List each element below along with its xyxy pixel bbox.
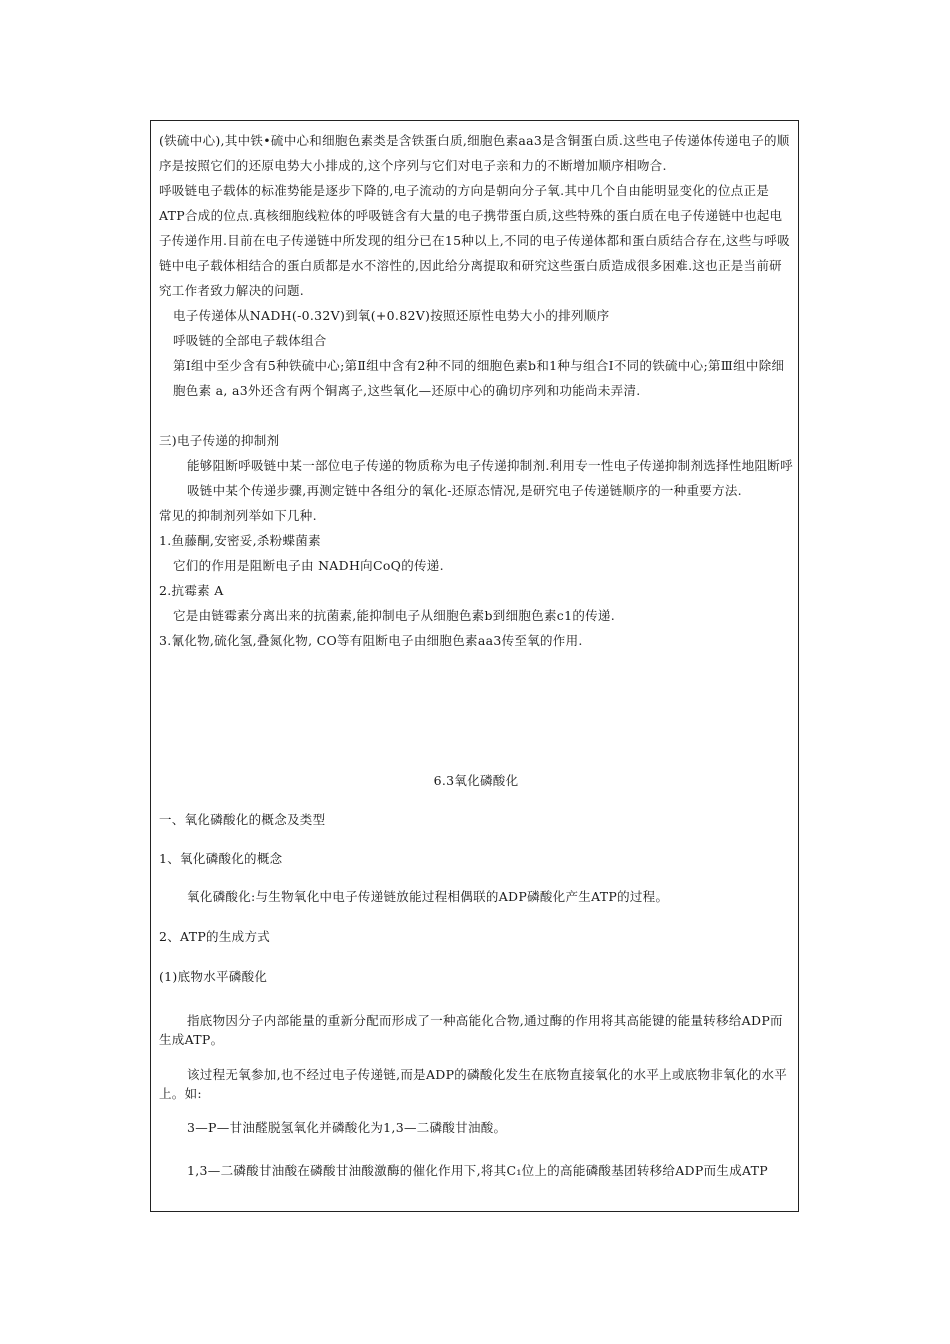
heading: 三)电子传递的抑制剂 [159, 433, 280, 448]
paragraph: 指底物因分子内部能量的重新分配而形成了一种高能化合物,通过酶的作用将其高能键的能量转移给ADP而生成ATP。 [159, 1013, 783, 1047]
heading: 1、氧化磷酸化的概念 [159, 851, 283, 866]
paragraph: 呼吸链的全部电子载体组合 [173, 333, 327, 348]
paragraph: 常见的抑制剂列举如下几种. [159, 508, 317, 523]
paragraph: 能够阻断呼吸链中某一部位电子传递的物质称为电子传递抑制剂.利用专一性电子传递抑制剂选择性地阻断呼吸链中某个传递步骤,再测定链中各组分的氧化-还原态情况,是研究电子传递链顺序的一种重要方法. [187, 458, 793, 498]
heading: 2、ATP的生成方式 [159, 929, 271, 944]
list-item-detail: 它是由链霉素分离出来的抗菌素,能抑制电子从细胞色素b到细胞色素c1的传递. [173, 608, 616, 623]
section-title: 6.3氧化磷酸化 [433, 773, 519, 788]
paragraph: 1,3—二磷酸甘油酸在磷酸甘油酸激酶的催化作用下,将其C₁位上的高能磷酸基团转移给ADP而生成ATP [187, 1163, 768, 1178]
paragraph: 第Ⅰ组中至少含有5种铁硫中心;第Ⅱ组中含有2种不同的细胞色素b和1种与组合Ⅰ不同的铁硫中心;第Ⅲ组中除细胞色素 a, a3外还含有两个铜离子,这些氧化—还原中心的确切序列和功能尚未弄清. [173, 358, 785, 398]
heading: 一、氧化磷酸化的概念及类型 [159, 812, 326, 827]
list-item: 3.氰化物,硫化氢,叠氮化物, CO等有阻断电子由细胞色素aa3传至氧的作用. [159, 633, 583, 648]
paragraph: 3—P—甘油醛脱氢氧化并磷酸化为1,3—二磷酸甘油酸。 [187, 1120, 507, 1135]
list-item: 2.抗霉素 A [159, 583, 224, 598]
definition: 氧化磷酸化:与生物氧化中电子传递链放能过程相偶联的ADP磷酸化产生ATP的过程。 [187, 889, 669, 904]
heading: (1)底物水平磷酸化 [159, 969, 268, 984]
document-body [159, 128, 793, 1178]
paragraph: 呼吸链电子载体的标准势能是逐步下降的,电子流动的方向是朝向分子氧.其中几个自由能明显变化的位点正是ATP合成的位点.真核细胞线粒体的呼吸链含有大量的电子携带蛋白质,这些特殊的蛋白质在电子传递链中也起电子传递作用.目前在电子传递链中所发现的组分已在15种以上,不同的电子传递体都和蛋白质结合存在,这些与呼吸链中电子载体相结合的蛋白质都是水不溶性的,因此给分离提取和研究这些蛋白质造成很多困难.这也正是当前研究工作者致力解决的问题. [159, 183, 790, 298]
list-item-detail: 它们的作用是阻断电子由 NADH向CoQ的传递. [173, 558, 444, 573]
list-item: 1.鱼藤酮,安密妥,杀粉蝶菌素 [159, 533, 321, 548]
paragraph: 电子传递体从NADH(-0.32V)到氧(+0.82V)按照还原性电势大小的排列顺序 [173, 308, 610, 323]
paragraph: (铁硫中心),其中铁•硫中心和细胞色素类是含铁蛋白质,细胞色素aa3是含铜蛋白质.这些电子传递体传递电子的顺序是按照它们的还原电势大小排成的,这个序列与它们对电子亲和力的不断增加顺序相吻合. [159, 133, 790, 173]
paragraph: 该过程无氧参加,也不经过电子传递链,而是ADP的磷酸化发生在底物直接氧化的水平上或底物非氧化的水平上。如: [159, 1067, 788, 1101]
